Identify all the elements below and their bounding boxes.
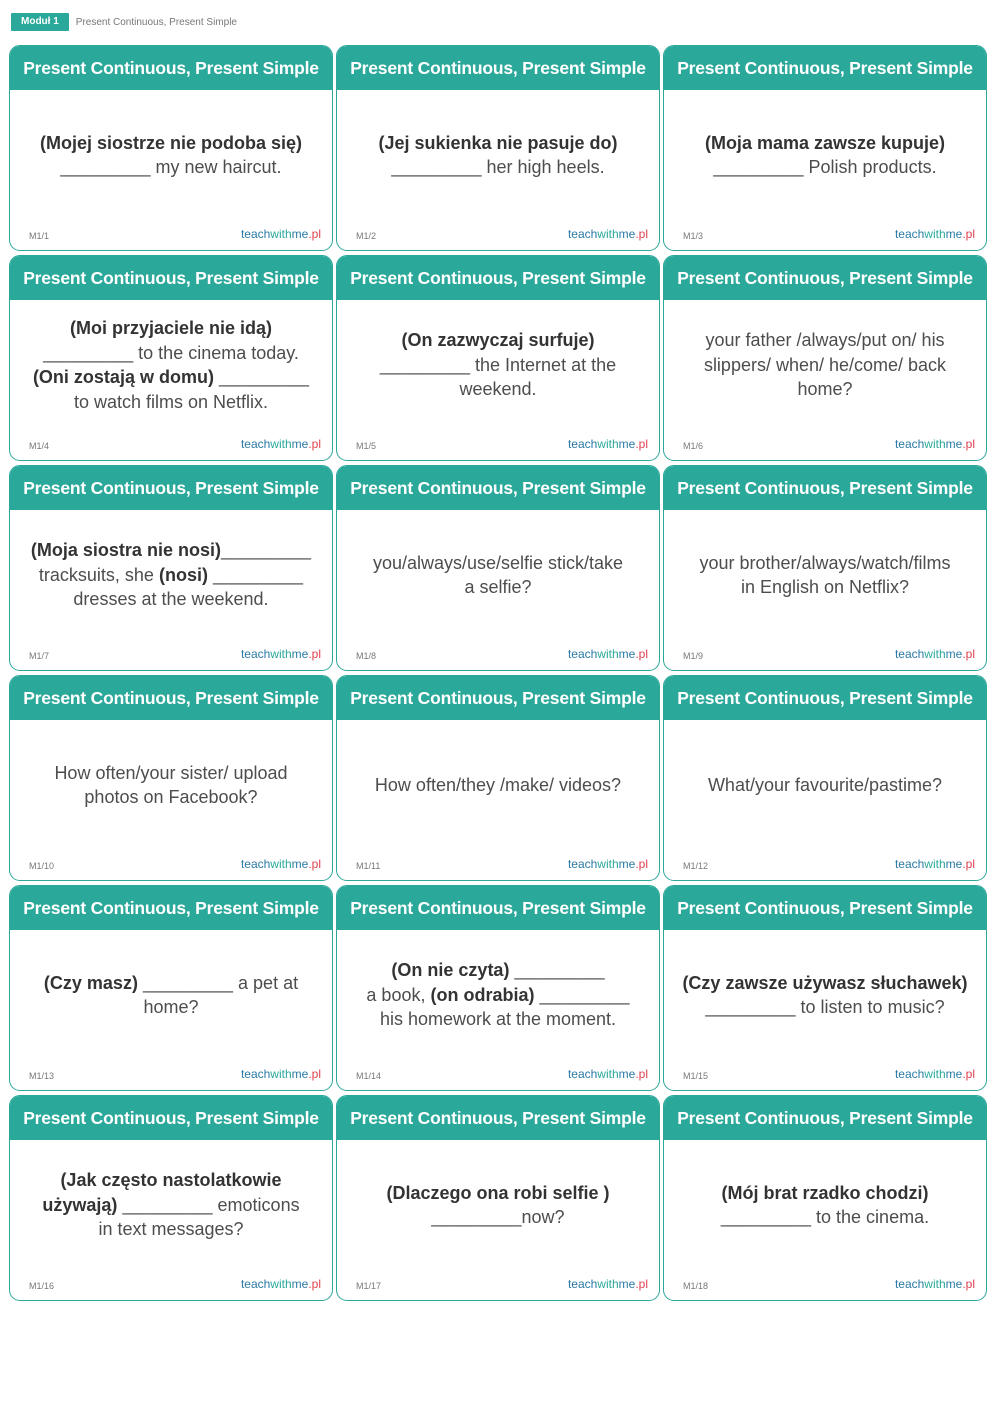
card-prompt: [351, 1140, 645, 1270]
brand-pl: .pl: [308, 647, 321, 661]
brand-me: me: [945, 437, 963, 451]
brand-with: with: [597, 437, 619, 451]
prompt-line: [386, 1205, 609, 1230]
prompt-line: [54, 761, 287, 786]
brand-teach: teach: [567, 857, 598, 871]
prompt-text: to the cinema.: [811, 1207, 930, 1227]
flashcard: [9, 45, 333, 251]
brand-pl: .pl: [308, 857, 321, 871]
brand-teach: teach: [240, 1277, 271, 1291]
card-header: Present Continuous, Present Simple: [337, 466, 659, 510]
card-header: Present Continuous, Present Simple: [664, 256, 986, 300]
card-header: Present Continuous, Present Simple: [337, 886, 659, 930]
brand-logo: [241, 437, 321, 451]
flashcard: [9, 255, 333, 461]
prompt-text: you/always/use/selfie stick/take: [372, 552, 624, 573]
brand-logo: [568, 1067, 648, 1081]
prompt-text: _________: [379, 354, 470, 375]
polish-cue: (Moja siostra nie nosi): [30, 540, 221, 561]
prompt-text: _________: [391, 157, 482, 177]
brand-pl: .pl: [635, 647, 648, 661]
card-code: M1/14: [356, 1071, 382, 1081]
card-prompt: [351, 720, 645, 850]
card-prompt: [351, 90, 645, 220]
brand-pl: .pl: [308, 437, 321, 451]
prompt-line: [378, 155, 617, 180]
card-prompt: [678, 510, 972, 640]
polish-cue: (On nie czyta): [391, 960, 510, 981]
card-header: Present Continuous, Present Simple: [664, 466, 986, 510]
polish-cue: (Dlaczego ona robi selfie ): [386, 1182, 610, 1203]
brand-with: with: [597, 227, 619, 241]
brand-me: me: [945, 1277, 963, 1291]
polish-cue: (On zazwyczaj surfuje): [401, 330, 595, 351]
brand-logo: [568, 857, 648, 871]
prompt-text: your father /always/put on/ his: [705, 330, 945, 351]
prompt-line: [375, 773, 621, 798]
card-code: M1/6: [683, 441, 704, 451]
flashcard: [9, 465, 333, 671]
card-prompt: [678, 720, 972, 850]
card-header: Present Continuous, Present Simple: [10, 886, 332, 930]
prompt-line: [31, 587, 311, 612]
flashcard: [336, 465, 660, 671]
card-header: Present Continuous, Present Simple: [664, 886, 986, 930]
flashcard: [663, 45, 987, 251]
prompt-line: [373, 551, 623, 576]
brand-teach: teach: [240, 857, 271, 871]
brand-me: me: [618, 1277, 636, 1291]
prompt-text: _________ a pet at: [137, 972, 299, 993]
prompt-text: _________: [207, 564, 304, 585]
brand-me: me: [291, 437, 309, 451]
brand-me: me: [618, 437, 636, 451]
prompt-line: [380, 353, 616, 378]
prompt-text: Polish products.: [803, 157, 937, 177]
prompt-text: How often/your sister/ upload: [54, 762, 288, 783]
flashcard-grid: [9, 45, 991, 1301]
brand-with: with: [597, 1277, 619, 1291]
flashcard: [663, 1095, 987, 1301]
card-prompt: [24, 300, 318, 430]
card-code: M1/18: [683, 1281, 709, 1291]
brand-logo: [568, 1277, 648, 1291]
brand-me: me: [945, 1067, 963, 1081]
card-code: M1/5: [356, 441, 377, 451]
flashcard: [9, 1095, 333, 1301]
prompt-text: _________ emoticons: [117, 1194, 300, 1215]
brand-logo: [895, 1067, 975, 1081]
brand-me: me: [945, 227, 963, 241]
prompt-text: a book,: [366, 984, 431, 1005]
prompt-line: [366, 1007, 629, 1032]
brand-teach: teach: [567, 437, 598, 451]
brand-me: me: [291, 647, 309, 661]
prompt-text: How often/they /make/ videos?: [374, 774, 622, 795]
polish-cue: (nosi): [158, 564, 208, 585]
prompt-line: [721, 1205, 929, 1230]
card-header: Present Continuous, Present Simple: [10, 1096, 332, 1140]
brand-me: me: [618, 227, 636, 241]
prompt-text: a selfie?: [464, 577, 532, 597]
prompt-line: [44, 971, 298, 996]
brand-me: me: [618, 647, 636, 661]
prompt-text: my new haircut.: [150, 157, 282, 177]
polish-cue: (Jak często nastolatkowie: [60, 1170, 282, 1191]
brand-teach: teach: [894, 857, 925, 871]
polish-cue: używają): [42, 1194, 118, 1215]
brand-with: with: [270, 647, 292, 661]
prompt-line: [705, 131, 945, 156]
prompt-text: home?: [143, 997, 199, 1017]
flashcard: [663, 885, 987, 1091]
brand-pl: .pl: [308, 227, 321, 241]
polish-cue: (Jej sukienka nie pasuje do): [378, 132, 618, 153]
prompt-line: [366, 983, 629, 1008]
card-prompt: [678, 300, 972, 430]
prompt-text: his homework at the moment.: [379, 1009, 617, 1030]
flashcard: [663, 255, 987, 461]
brand-logo: [895, 227, 975, 241]
flashcard: [9, 675, 333, 881]
brand-logo: [241, 857, 321, 871]
card-prompt: [678, 90, 972, 220]
prompt-text: _________: [534, 984, 630, 1005]
card-code: M1/11: [356, 861, 381, 871]
brand-pl: .pl: [962, 647, 975, 661]
card-code: M1/2: [356, 231, 377, 241]
card-code: M1/10: [29, 861, 55, 871]
prompt-line: [31, 563, 311, 588]
brand-logo: [895, 647, 975, 661]
prompt-text: _________: [713, 157, 804, 177]
brand-me: me: [945, 647, 963, 661]
prompt-text: _________: [43, 342, 134, 363]
polish-cue: (Moja mama zawsze kupuje): [704, 132, 946, 153]
flashcard: [336, 885, 660, 1091]
card-code: M1/17: [356, 1281, 382, 1291]
prompt-text: What/your favourite/pastime?: [707, 774, 943, 795]
card-prompt: [24, 510, 318, 640]
prompt-text: _________: [60, 157, 151, 177]
polish-cue: (on odrabia): [430, 984, 535, 1005]
prompt-line: [44, 995, 298, 1020]
brand-with: with: [270, 227, 292, 241]
brand-with: with: [270, 857, 292, 871]
card-header: Present Continuous, Present Simple: [664, 46, 986, 90]
flashcard: [336, 45, 660, 251]
card-header: Present Continuous, Present Simple: [337, 46, 659, 90]
prompt-text: _________: [220, 540, 312, 561]
brand-with: with: [924, 1277, 946, 1291]
brand-pl: .pl: [635, 1067, 648, 1081]
card-code: M1/3: [683, 231, 704, 241]
card-header: Present Continuous, Present Simple: [337, 676, 659, 720]
prompt-text: _________: [213, 367, 310, 387]
prompt-text: _________: [705, 997, 796, 1017]
brand-logo: [895, 437, 975, 451]
brand-pl: .pl: [308, 1277, 321, 1291]
brand-teach: teach: [240, 437, 271, 451]
brand-pl: .pl: [962, 437, 975, 451]
prompt-line: [386, 1181, 609, 1206]
prompt-text: tracksuits, she: [38, 564, 159, 585]
prompt-line: [682, 971, 967, 996]
card-code: M1/13: [29, 1071, 55, 1081]
prompt-line: [42, 1217, 299, 1242]
prompt-line: [42, 1193, 299, 1218]
card-header: Present Continuous, Present Simple: [10, 676, 332, 720]
prompt-line: [40, 131, 302, 156]
brand-pl: .pl: [635, 857, 648, 871]
prompt-line: [704, 353, 946, 378]
card-header: Present Continuous, Present Simple: [664, 1096, 986, 1140]
polish-cue: (Oni zostają w domu): [32, 367, 214, 387]
card-prompt: [678, 930, 972, 1060]
brand-teach: teach: [567, 1067, 598, 1081]
prompt-text: in English on Netflix?: [740, 577, 910, 597]
brand-logo: [895, 857, 975, 871]
brand-with: with: [270, 1067, 292, 1081]
flashcard: [336, 675, 660, 881]
brand-with: with: [924, 647, 946, 661]
brand-teach: teach: [240, 647, 271, 661]
brand-pl: .pl: [635, 437, 648, 451]
prompt-line: [378, 131, 617, 156]
brand-teach: teach: [567, 227, 598, 241]
prompt-text: dresses at the weekend.: [73, 589, 269, 610]
prompt-line: [380, 377, 616, 402]
brand-with: with: [597, 857, 619, 871]
brand-me: me: [291, 227, 309, 241]
brand-with: with: [924, 227, 946, 241]
prompt-line: [699, 575, 950, 600]
prompt-line: [699, 551, 950, 576]
prompt-line: [33, 341, 309, 366]
prompt-text: now?: [521, 1207, 565, 1227]
brand-logo: [241, 647, 321, 661]
brand-with: with: [270, 437, 292, 451]
brand-teach: teach: [894, 227, 925, 241]
brand-me: me: [291, 857, 309, 871]
brand-teach: teach: [894, 1277, 925, 1291]
brand-me: me: [945, 857, 963, 871]
brand-pl: .pl: [635, 1277, 648, 1291]
prompt-line: [705, 155, 945, 180]
brand-teach: teach: [894, 1067, 925, 1081]
brand-me: me: [618, 1067, 636, 1081]
card-header: Present Continuous, Present Simple: [337, 1096, 659, 1140]
brand-me: me: [291, 1277, 309, 1291]
prompt-text: her high heels.: [481, 157, 605, 177]
prompt-line: [721, 1181, 929, 1206]
flashcard: [663, 465, 987, 671]
prompt-text: in text messages?: [98, 1219, 244, 1240]
prompt-text: to watch films on Netflix.: [73, 391, 269, 412]
brand-teach: teach: [894, 437, 925, 451]
brand-pl: .pl: [962, 1067, 975, 1081]
card-code: M1/4: [29, 441, 50, 451]
prompt-line: [366, 958, 629, 983]
brand-with: with: [924, 857, 946, 871]
card-prompt: [24, 90, 318, 220]
brand-with: with: [597, 1067, 619, 1081]
prompt-text: _________: [720, 1207, 812, 1227]
card-header: Present Continuous, Present Simple: [664, 676, 986, 720]
prompt-text: your brother/always/watch/films: [699, 552, 951, 573]
prompt-line: [380, 328, 616, 353]
prompt-line: [42, 1168, 299, 1193]
card-header: Present Continuous, Present Simple: [10, 46, 332, 90]
card-prompt: [351, 510, 645, 640]
brand-teach: teach: [567, 647, 598, 661]
brand-teach: teach: [567, 1277, 598, 1291]
brand-with: with: [924, 437, 946, 451]
brand-logo: [568, 227, 648, 241]
brand-logo: [241, 1067, 321, 1081]
prompt-line: [33, 390, 309, 415]
brand-teach: teach: [240, 1067, 271, 1081]
prompt-text: the Internet at the: [470, 354, 617, 375]
brand-logo: [241, 1277, 321, 1291]
brand-pl: .pl: [962, 1277, 975, 1291]
brand-with: with: [270, 1277, 292, 1291]
module-header: [11, 13, 237, 31]
brand-logo: [895, 1277, 975, 1291]
flashcard: [336, 1095, 660, 1301]
prompt-line: [708, 773, 942, 798]
polish-cue: (Moi przyjaciele nie idą): [69, 318, 273, 338]
brand-pl: .pl: [962, 857, 975, 871]
polish-cue: (Mój brat rzadko chodzi): [721, 1182, 929, 1203]
prompt-line: [682, 995, 967, 1020]
flashcard: [9, 885, 333, 1091]
polish-cue: (Czy masz): [43, 972, 138, 993]
prompt-text: to listen to music?: [795, 997, 945, 1017]
prompt-line: [373, 575, 623, 600]
prompt-line: [33, 316, 309, 341]
prompt-line: [33, 365, 309, 390]
card-code: M1/8: [356, 651, 377, 661]
card-code: M1/1: [29, 231, 50, 241]
card-code: M1/12: [683, 861, 709, 871]
card-prompt: [24, 720, 318, 850]
flashcard: [336, 255, 660, 461]
prompt-line: [31, 538, 311, 563]
card-prompt: [24, 1140, 318, 1270]
prompt-line: [40, 155, 302, 180]
brand-with: with: [924, 1067, 946, 1081]
brand-pl: .pl: [308, 1067, 321, 1081]
brand-me: me: [618, 857, 636, 871]
polish-cue: (Mojej siostrze nie podoba się): [39, 132, 303, 153]
polish-cue: (Czy zawsze używasz słuchawek): [682, 972, 968, 993]
prompt-text: _________: [509, 960, 605, 981]
brand-logo: [568, 647, 648, 661]
card-code: M1/16: [29, 1281, 55, 1291]
prompt-line: [54, 785, 287, 810]
prompt-text: home?: [797, 379, 853, 400]
brand-logo: [241, 227, 321, 241]
card-header: Present Continuous, Present Simple: [10, 466, 332, 510]
card-prompt: [351, 930, 645, 1060]
prompt-text: weekend.: [459, 379, 537, 400]
flashcard: [663, 675, 987, 881]
brand-teach: teach: [240, 227, 271, 241]
prompt-text: to the cinema today.: [133, 342, 299, 363]
brand-teach: teach: [894, 647, 925, 661]
card-prompt: [678, 1140, 972, 1270]
prompt-text: photos on Facebook?: [84, 787, 258, 807]
brand-me: me: [291, 1067, 309, 1081]
prompt-text: _________: [431, 1207, 522, 1227]
prompt-line: [704, 328, 946, 353]
card-code: M1/7: [29, 651, 50, 661]
card-header: Present Continuous, Present Simple: [337, 256, 659, 300]
brand-with: with: [597, 647, 619, 661]
prompt-text: slippers/ when/ he/come/ back: [703, 354, 947, 375]
module-subtitle: Present Continuous, Present Simple: [75, 16, 237, 28]
brand-pl: .pl: [962, 227, 975, 241]
card-prompt: [24, 930, 318, 1060]
card-prompt: [351, 300, 645, 430]
card-code: M1/9: [683, 651, 704, 661]
card-header: Present Continuous, Present Simple: [10, 256, 332, 300]
brand-pl: .pl: [635, 227, 648, 241]
module-badge: Moduł 1: [11, 13, 69, 31]
brand-logo: [568, 437, 648, 451]
prompt-line: [704, 377, 946, 402]
card-code: M1/15: [683, 1071, 709, 1081]
